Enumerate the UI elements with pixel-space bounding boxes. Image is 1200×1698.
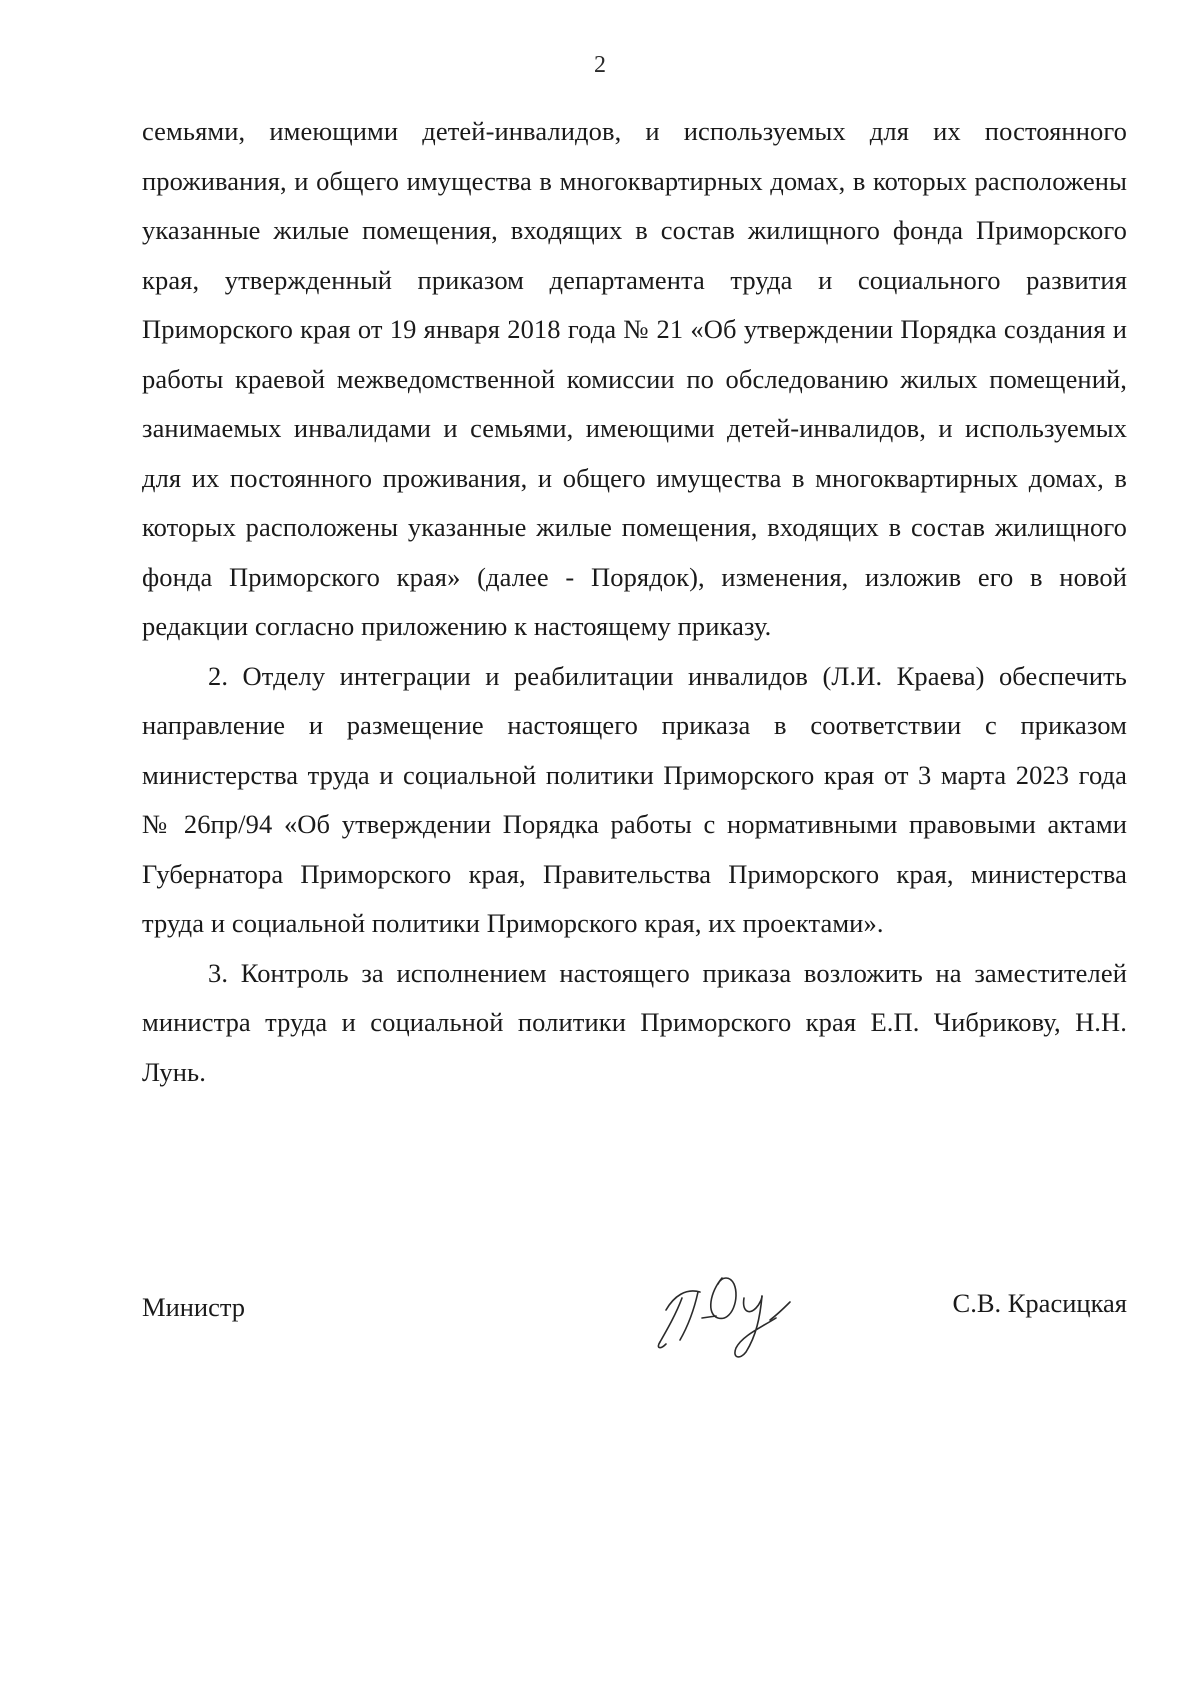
paragraph-continuation: семьями, имеющими детей-инвалидов, и используемых для их постоянного проживания, и общего имущества в многоквартирных домах, в которых расположены указанные жилые помещения, входящих в состав жилищного фонда Приморского края, утвержденный приказом департамента труда и социального развития Приморского края от 19 января 2018 года № 21 «Об утверждении Порядка создания и работы краевой межведомственной комиссии по обследованию жилых помещений, занимаемых инвалидами и семьями, имеющими детей-инвалидов, и используемых для их постоянного проживания, и общего имущества в многоквартирных домах, в которых расположены указанные жилые помещения, входящих в состав жилищного фонда Приморского края» (далее - Порядок), изменения, изложив его в новой редакции согласно приложению к настоящему приказу. [142, 116, 1127, 641]
handwritten-signature-icon [652, 1258, 802, 1363]
document-body [142, 107, 1127, 1097]
signer-name: С.В. Красицкая [952, 1288, 1127, 1318]
page-number: 2 [594, 52, 606, 78]
paragraph-item-2: 2. Отделу интеграции и реабилитации инвалидов (Л.И. Краева) обеспечить направление и размещение настоящего приказа в соответствии с приказом министерства труда и социальной политики Приморского края от 3 марта 2023 года № 26пр/94 «Об утверждении Порядка работы с нормативными правовыми актами Губернатора Приморского края, Правительства Приморского края, министерства труда и социальной политики Приморского края, их проектами». [142, 660, 1127, 938]
signer-title: Министр [142, 1292, 246, 1322]
signature-block [142, 1270, 1127, 1380]
paragraph-item-3: 3. Контроль за исполнением настоящего приказа возложить на заместителей министра труда и социальной политики Приморского края Е.П. Чибрикову, Н.Н. Лунь. [142, 957, 1127, 1087]
